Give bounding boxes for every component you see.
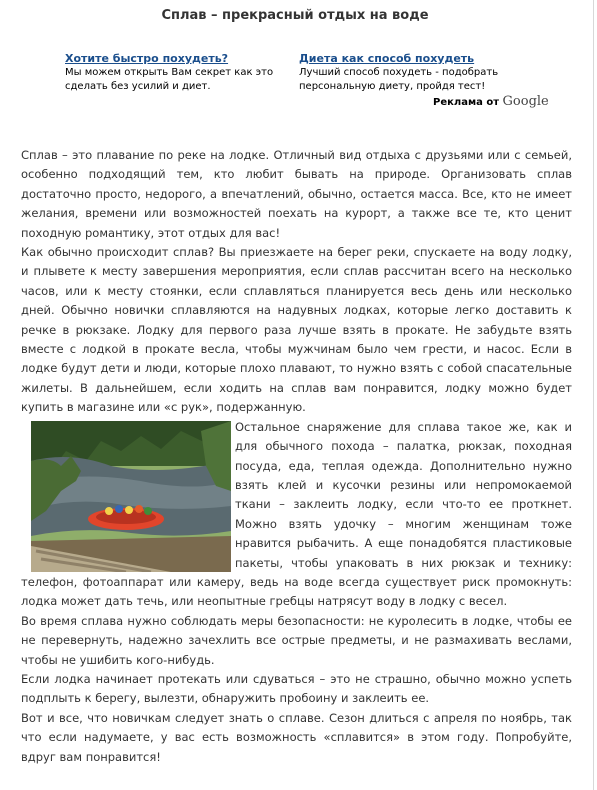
- article-body: [21, 146, 572, 767]
- ads-by-label: Реклама от: [433, 97, 500, 108]
- ad-2-link[interactable]: Диета как способ похудеть: [299, 52, 475, 65]
- rafting-photo: [31, 421, 231, 572]
- article-paragraph-3: Остальное снаряжение для сплава такое же, как и для обычного похода – палатка, рюкзак, походная посуда, еда, теплая одежда. Дополнительно нужно взять клей и кусочки резины или непромокаемой ткани – заклеить лодку, если что-то ее проткнет. Можно взять удочку – многим женщинам тоже нравится рыбачить. А еще понадобятся пластиковые пакеты, чтобы упаковать в них рюкзак и технику: телефон, фотоаппарат или камеру, ведь на воде всегда существует риск промокнуть: лодка может дать течь, или неопытные гребцы натрясут воду в лодку с весел.: [21, 419, 572, 609]
- ad-1-text: Мы можем открыть Вам секрет как это сделать без усилий и диет.: [65, 67, 274, 92]
- article-paragraph-2: Как обычно происходит сплав? Вы приезжаете на берег реки, спускаете на воду лодку, и плывете к месту завершения мероприятия, если сплав рассчитан всего на несколько часов, или к месту стоянки, если сплавляться планируется весь день или несколько дней. Обычно новички сплавляются на надувных лодках, которые легко доставить к речке в рюкзаке. Лодку для первого раза лучше взять в прокате. Не забудьте взять вместе с лодкой в прокате весла, чтобы мужчинам было чем грести, и насос. Если в лодке будут дети и люди, которые плохо плавают, то нужно взять с собой спасательные жилеты. В дальнейшем, если ходить на сплав вам понравится, лодку можно будет купить в магазине или «с рук», подержанную.: [21, 245, 572, 415]
- ad-block-2: [299, 52, 521, 94]
- ad-1-link[interactable]: Хотите быстро похудеть?: [65, 52, 229, 65]
- page-title: Сплав – прекрасный отдых на воде: [161, 8, 429, 23]
- ad-block-1: [65, 52, 287, 94]
- article-paragraph-1: Сплав – это плавание по реке на лодке. Отличный вид отдыха с друзьями или с семьей, особенно подходящий тем, кто любит бывать на природе. Организовать сплав достаточно просто, недорого, а впечатлений, обычно, остается масса. Все, кто не имеет желания, времени или возможностей поехать на курорт, а также все те, кто ценит походную романтику, этот отдых для вас!: [21, 148, 572, 240]
- google-logo: Google: [502, 94, 549, 109]
- article-paragraph-4: Во время сплава нужно соблюдать меры безопасности: не куролесить в лодке, чтобы ее не перевернуть, надежно зачехлить все острые предметы, и не размахивать веслами, чтобы не ушибить кого-нибудь.: [21, 613, 572, 667]
- article-paragraph-5: Если лодка начинает протекать или сдуваться – это не страшно, обычно можно успеть подплыть к берегу, вылезти, обнаружить пробоину и заклеить ее.: [21, 671, 572, 706]
- page-border: [593, 0, 594, 790]
- ad-2-text: Лучший способ похудеть - подобрать персональную диету, пройдя тест!: [299, 67, 499, 92]
- article-paragraph-6: Вот и все, что новичкам следует знать о сплаве. Сезон длиться с апреля по ноябрь, так что если надумаете, у вас есть возможность «сплавится» в этом году. Попробуйте, вдруг вам понравится!: [21, 710, 572, 764]
- ads-by-google-label[interactable]: [433, 94, 549, 109]
